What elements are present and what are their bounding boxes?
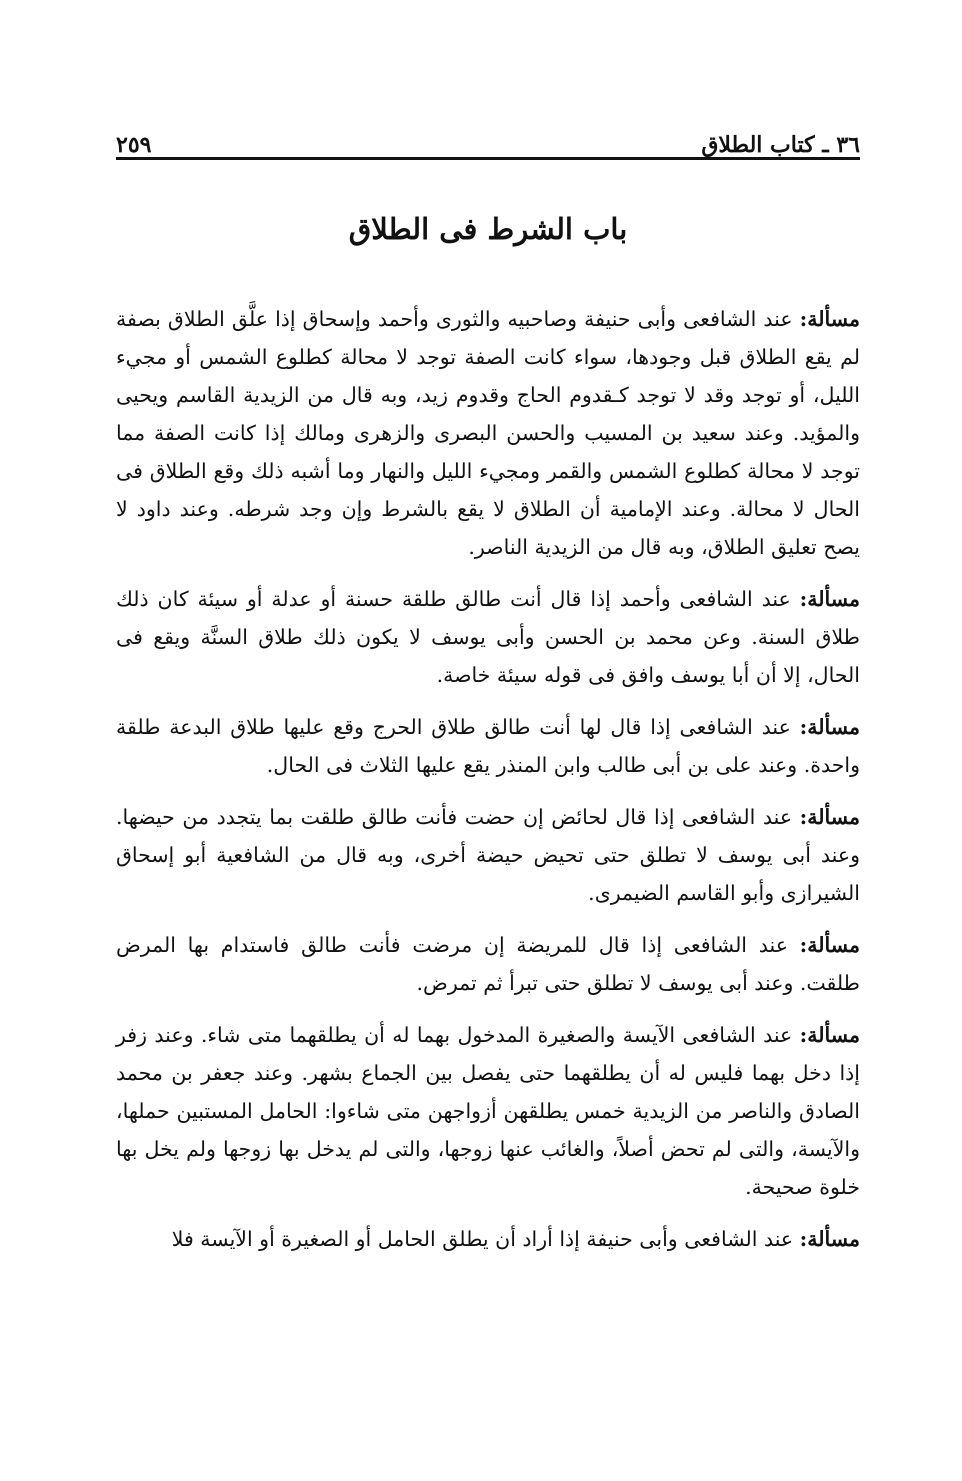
paragraph (116, 708, 860, 784)
paragraph-text: عند الشافعى إذا قال لها أنت طالق طلاق الحرج وقع عليها طلاق البدعة طلقة واحدة. وعند على بن أبى طالب وابن المنذر يقع عليها الثلاث فى الحال. (116, 715, 860, 777)
paragraph (116, 926, 860, 1002)
paragraph-text: عند الشافعى وأحمد إذا قال أنت طالق طلقة حسنة أو عدلة أو سيئة كان ذلك طلاق السنة. وعن محمد بن الحسن وأبى يوسف لا يكون ذلك طلاق السنَّة ويقع فى الحال، إلا أن أبا يوسف وافق فى قوله سيئة خاصة. (116, 587, 860, 687)
section-title: باب الشرط فى الطلاق (348, 212, 628, 246)
paragraph (116, 1220, 860, 1258)
chapter-heading: ٣٦ ـ كتاب الطلاق (701, 132, 860, 158)
paragraph (116, 1016, 860, 1206)
paragraph-text: عند الشافعى وأبى حنيفة وصاحبيه والثورى وأحمد وإسحاق إذا علَّق الطلاق بصفة لم يقع الطلاق قبل وجودها، سواء كانت الصفة توجد لا محالة كطلوع الشمس أو مجيء الليل، أو توجد وقد لا توجد كـقدوم الحاج وقدوم زيد، وبه قال من الزيدية القاسم ويحيى والمؤيد. وعند سعيد بن المسيب والحسن البصرى والزهرى ومالك إذا كانت الصفة مما توجد لا محالة كطلوع الشمس والقمر ومجيء الليل والنهار وما أشبه ذلك وقع الطلاق فى الحال لا محالة. وعند الإمامية أن الطلاق لا يقع بالشرط وإن وجد شرطه. وعند داود لا يصح تعليق الطلاق، وبه قال من الزيدية الناصر. (116, 307, 860, 559)
page-number: ٢٥٩ (116, 132, 152, 158)
paragraph (116, 580, 860, 694)
paragraph-label: مسألة: (799, 587, 860, 611)
paragraph-label: مسألة: (799, 715, 860, 739)
paragraph-label: مسألة: (799, 307, 860, 331)
body-text (116, 300, 860, 1272)
paragraph (116, 300, 860, 566)
paragraph-text: عند الشافعى الآيسة والصغيرة المدخول بهما له أن يطلقهما متى شاء. وعند زفر إذا دخل بهما فليس له أن يطلقهما حتى يفصل بين الجماع بشهر. وعند جعفر بن محمد الصادق والناصر من الزيدية خمس يطلقهن أزواجهن متى شاءوا: الحامل المستبين حملها، والآيسة، والتى لم تحض أصلاً، والغائب عنها زوجها، والتى لم يدخل بها زوجها ولم يخل بها خلوة صحيحة. (116, 1023, 860, 1199)
paragraph-label: مسألة: (799, 1023, 860, 1047)
paragraph-label: مسألة: (799, 1227, 860, 1251)
paragraph-text: عند الشافعى وأبى حنيفة إذا أراد أن يطلق الحامل أو الصغيرة أو الآيسة فلا (171, 1227, 800, 1251)
running-header (116, 118, 860, 158)
paragraph-label: مسألة: (799, 805, 860, 829)
paragraph-label: مسألة: (799, 933, 860, 957)
header-rule (116, 157, 860, 160)
paragraph (116, 798, 860, 912)
paragraph-text: عند الشافعى إذا قال للمريضة إن مرضت فأنت طالق فاستدام بها المرض طلقت. وعند أبى يوسف لا تطلق حتى تبرأ ثم تمرض. (116, 933, 860, 995)
paragraph-text: عند الشافعى إذا قال لحائض إن حضت فأنت طالق طلقت بما يتجدد من حيضها. وعند أبى يوسف لا تطلق حتى تحيض حيضة أخرى، وبه قال من الشافعية أبو إسحاق الشيرازى وأبو القاسم الضيمرى. (116, 805, 860, 905)
